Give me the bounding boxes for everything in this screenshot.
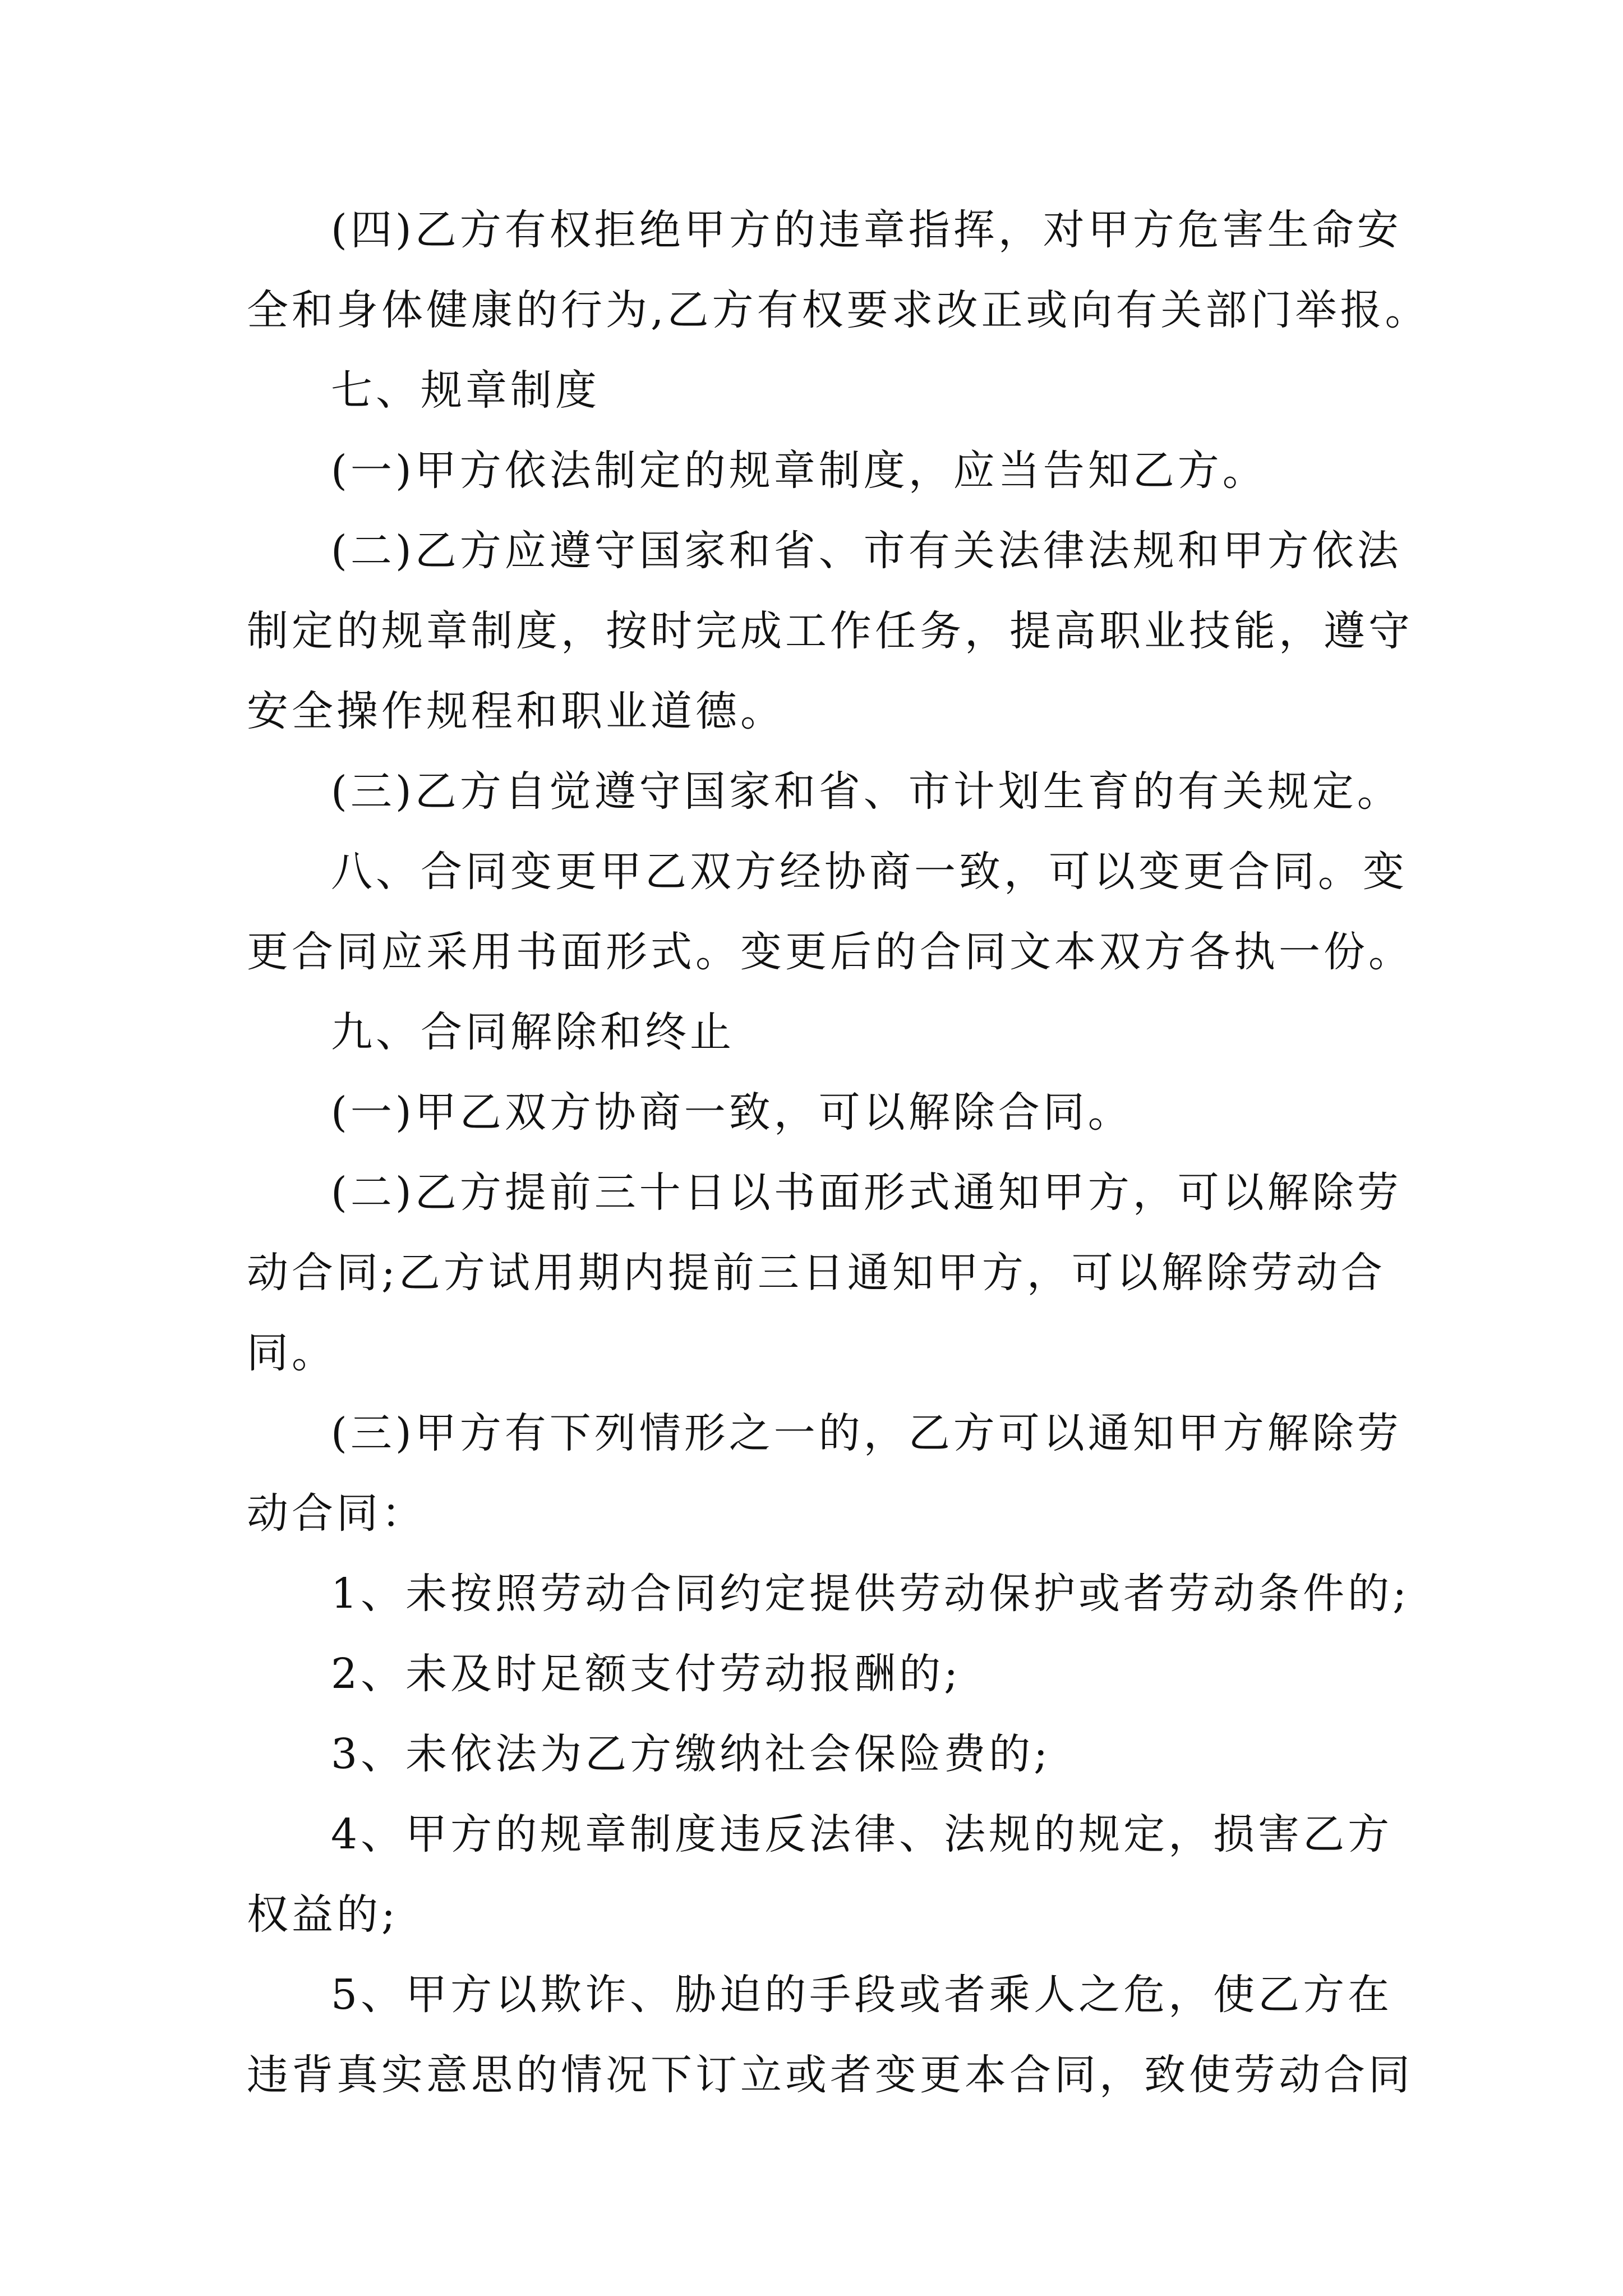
text-line: (三)乙方自觉遵守国家和省、市计划生育的有关规定。 <box>331 767 1402 816</box>
text-line: (二)乙方应遵守国家和省、市有关法律法规和甲方依法 <box>331 527 1402 575</box>
list-item-continuation: 违背真实意思的情况下订立或者变更本合同，致使劳动合同 <box>247 2051 1413 2099</box>
text-line: (三)甲方有下列情形之一的，乙方可以通知甲方解除劳 <box>331 1409 1402 1457</box>
section-heading: 九、合同解除和终止 <box>331 1008 735 1056</box>
text-line: 动合同： <box>247 1489 426 1538</box>
section-heading: 七、规章制度 <box>331 366 600 415</box>
text-line: (一)甲方依法制定的规章制度，应当告知乙方。 <box>331 447 1267 495</box>
list-item: 1、未按照劳动合同约定提供劳动保护或者劳动条件的; <box>331 1570 1410 1618</box>
list-item: 2、未及时足额支付劳动报酬的; <box>331 1650 962 1698</box>
text-line: (二)乙方提前三十日以书面形式通知甲方，可以解除劳 <box>331 1168 1402 1217</box>
text-line: 制定的规章制度，按时完成工作任务，提高职业技能，遵守 <box>247 607 1413 655</box>
text-line: (四)乙方有权拒绝甲方的违章指挥，对甲方危害生命安 <box>331 206 1402 254</box>
list-item: 5、甲方以欺诈、胁迫的手段或者乘人之危，使乙方在 <box>331 1971 1393 2019</box>
list-item-continuation: 权益的; <box>247 1890 399 1939</box>
text-line: 动合同;乙方试用期内提前三日通知甲方，可以解除劳动合 <box>247 1249 1386 1297</box>
text-line: (一)甲乙双方协商一致，可以解除合同。 <box>331 1088 1133 1137</box>
text-line: 更合同应采用书面形式。变更后的合同文本双方各执一份。 <box>247 928 1413 976</box>
text-line: 同。 <box>247 1329 336 1377</box>
list-item: 3、未依法为乙方缴纳社会保险费的; <box>331 1730 1052 1778</box>
section-heading: 八、合同变更甲乙双方经协商一致，可以变更合同。变 <box>331 848 1408 896</box>
list-item: 4、甲方的规章制度违反法律、法规的规定，损害乙方 <box>331 1810 1393 1858</box>
text-line: 安全操作规程和职业道德。 <box>247 687 785 735</box>
text-line: 全和身体健康的行为,乙方有权要求改正或向有关部门举报。 <box>247 286 1430 334</box>
